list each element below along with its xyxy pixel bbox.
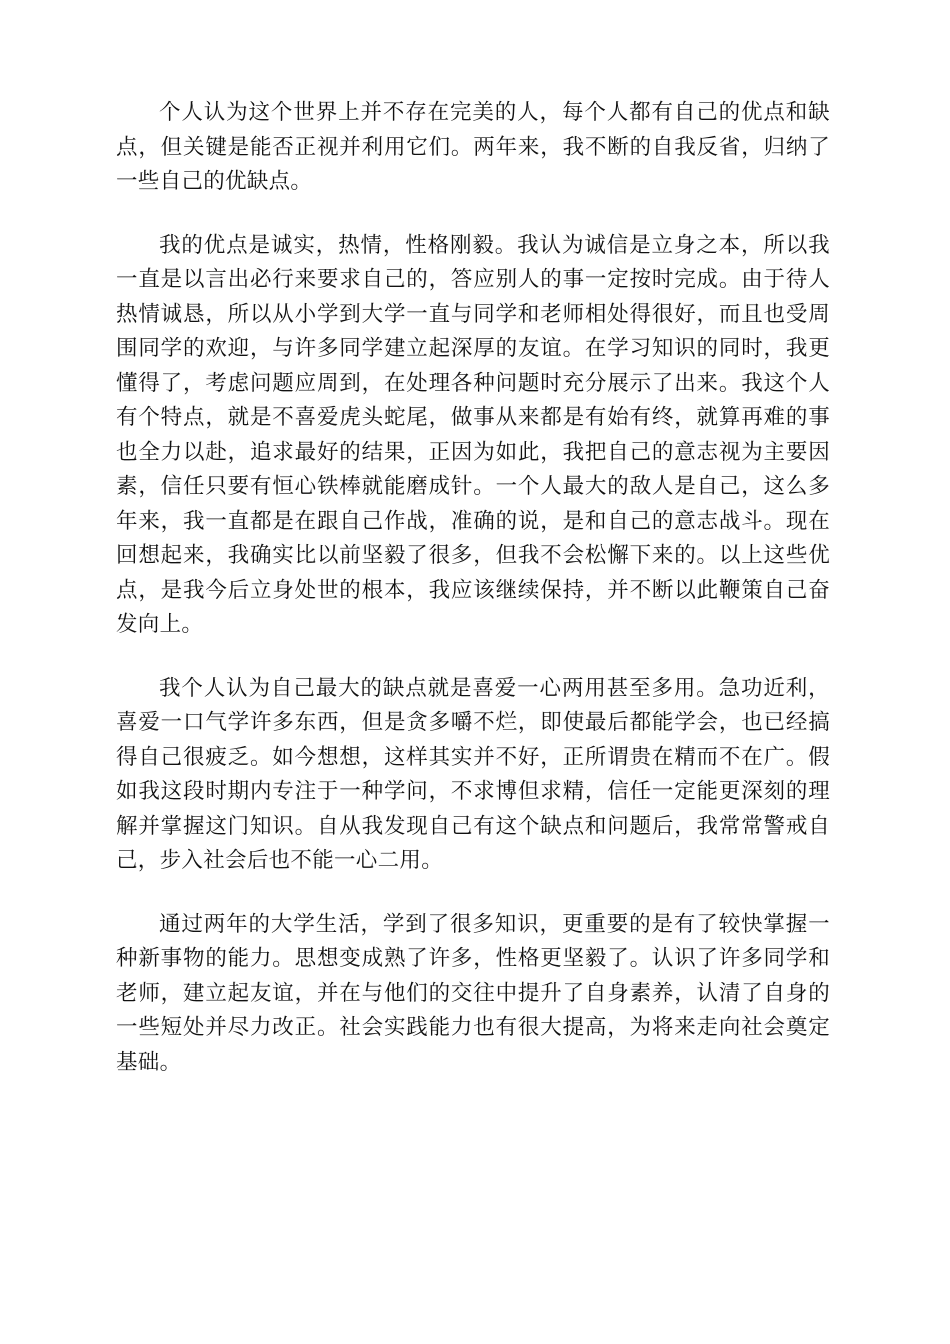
paragraph-strengths: 我的优点是诚实，热情，性格刚毅。我认为诚信是立身之本，所以我一直是以言出必行来要求自己的，答应别人的事一定按时完成。由于待人热情诚恳，所以从小学到大学一直与同学和老师相处得很好，而且也受周围同学的欢迎，与许多同学建立起深厚的友谊。在学习知识的同时，我更懂得了，考虑问题应周到，在处理各种问题时充分展示了出来。我这个人有个特点，就是不喜爱虎头蛇尾，做事从来都是有始有终，就算再难的事也全力以赴，追求最好的结果，正因为如此，我把自己的意志视为主要因素，信任只要有恒心铁棒就能磨成针。一个人最大的敌人是自己，这么多年来，我一直都是在跟自己作战，准确的说，是和自己的意志战斗。现在回想起来，我确实比以前坚毅了很多，但我不会松懈下来的。以上这些优点，是我今后立身处世的根本，我应该继续保持，并不断以此鞭策自己奋发向上。 (116, 232, 830, 637)
paragraph-summary: 通过两年的大学生活，学到了很多知识，更重要的是有了较快掌握一种新事物的能力。思想变成熟了许多，性格更坚毅了。认识了许多同学和老师，建立起友谊，并在与他们的交往中提升了自身素养，认清了自身的一些短处并尽力改正。社会实践能力也有很大提高，为将来走向社会奠定基础。 (116, 911, 830, 1075)
paragraph-intro: 个人认为这个世界上并不存在完美的人，每个人都有自己的优点和缺点，但关键是能否正视并利用它们。两年来，我不断的自我反省，归纳了一些自己的优缺点。 (116, 100, 830, 194)
paragraph-weaknesses: 我个人认为自己最大的缺点就是喜爱一心两用甚至多用。急功近利，喜爱一口气学许多东西，但是贪多嚼不烂，即使最后都能学会，也已经搞得自己很疲乏。如今想想，这样其实并不好，正所谓贵在精而不在广。假如我这段时期内专注于一种学问，不求博但求精，信任一定能更深刻的理解并掌握这门知识。自从我发现自己有这个缺点和问题后，我常常警戒自己，步入社会后也不能一心二用。 (116, 675, 830, 873)
